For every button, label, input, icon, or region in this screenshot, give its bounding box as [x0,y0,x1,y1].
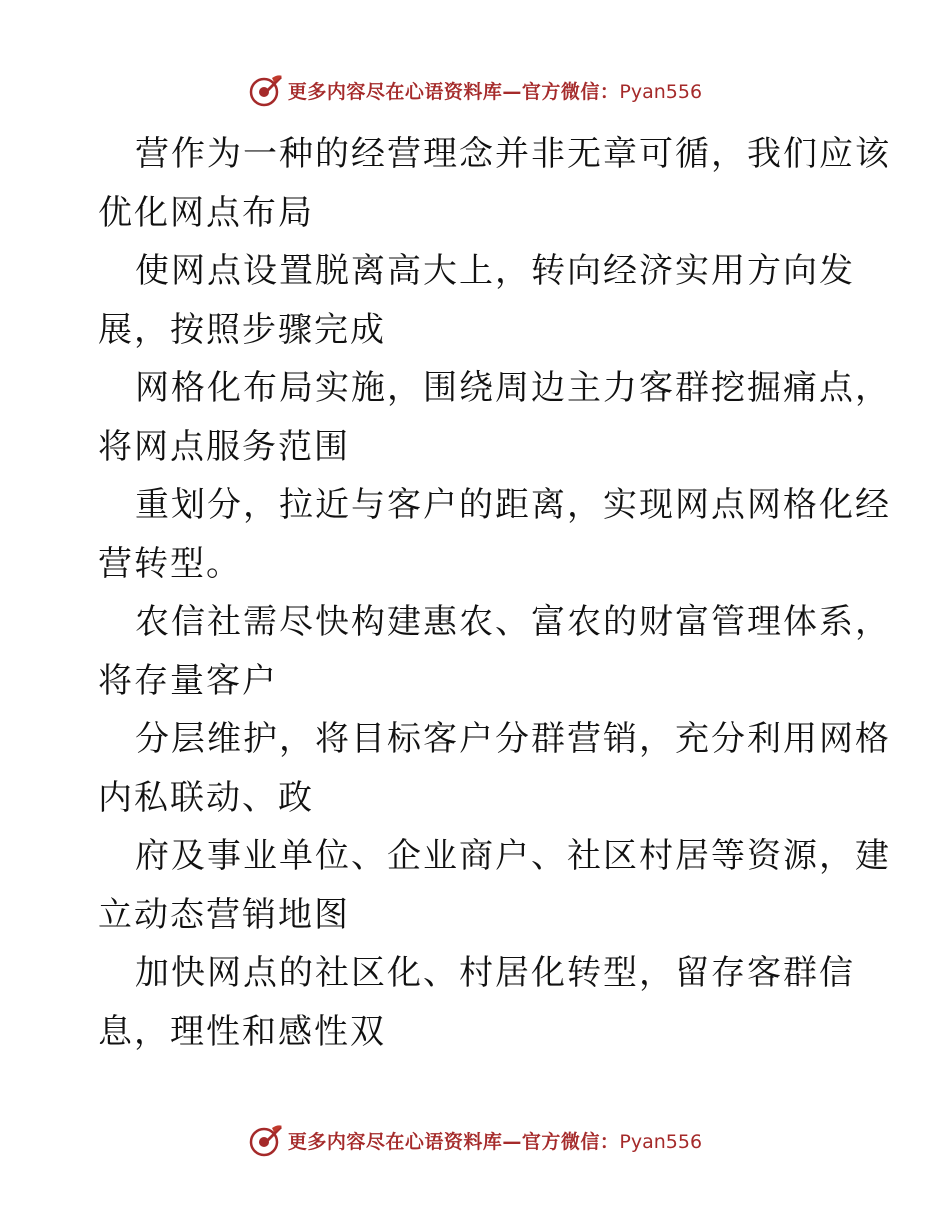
paragraph-line: 营转型。 [98,543,242,584]
paragraph-line: 网格化布局实施，围绕周边主力客群挖掘痛点， [135,368,891,408]
paragraph-line: 优化网点布局 [98,192,314,233]
paragraph-line: 加快网点的社区化、村居化转型，留存客群信 [135,953,855,993]
header-banner-text: 更多内容尽在心语资料库—官方微信：Pyan556 [287,80,703,103]
paragraph-line: 息，理性和感性双 [98,1011,386,1052]
paragraph-line: 使网点设置脱离高大上，转向经济实用方向发 [135,251,855,291]
paragraph-line: 分层维护，将目标客户分群营销，充分利用网格 [135,719,891,759]
paragraph-line: 展，按照步骤完成 [98,309,386,350]
paragraph-line: 内私联动、政 [98,777,314,818]
header-banner [0,70,950,110]
paragraph-line: 将网点服务范围 [98,426,350,467]
footer-banner [0,1120,950,1160]
paragraph-line: 立动态营销地图 [98,894,350,935]
quill-seal-logo-icon [248,1122,284,1158]
paragraph-line: 府及事业单位、企业商户、社区村居等资源，建 [135,836,891,876]
paragraph-line: 营作为一种的经营理念并非无章可循，我们应该 [135,134,891,174]
paragraph-line: 重划分，拉近与客户的距离，实现网点网格化经 [135,485,891,525]
paragraph-line: 将存量客户 [98,660,278,701]
paragraph-line: 农信社需尽快构建惠农、富农的财富管理体系， [135,602,891,642]
document-body [98,125,891,1061]
footer-banner-handle: Pyan556 [619,1130,703,1153]
footer-banner-text: 更多内容尽在心语资料库—官方微信：Pyan556 [287,1130,703,1153]
header-banner-handle: Pyan556 [619,80,703,103]
quill-seal-logo-icon [248,72,284,108]
